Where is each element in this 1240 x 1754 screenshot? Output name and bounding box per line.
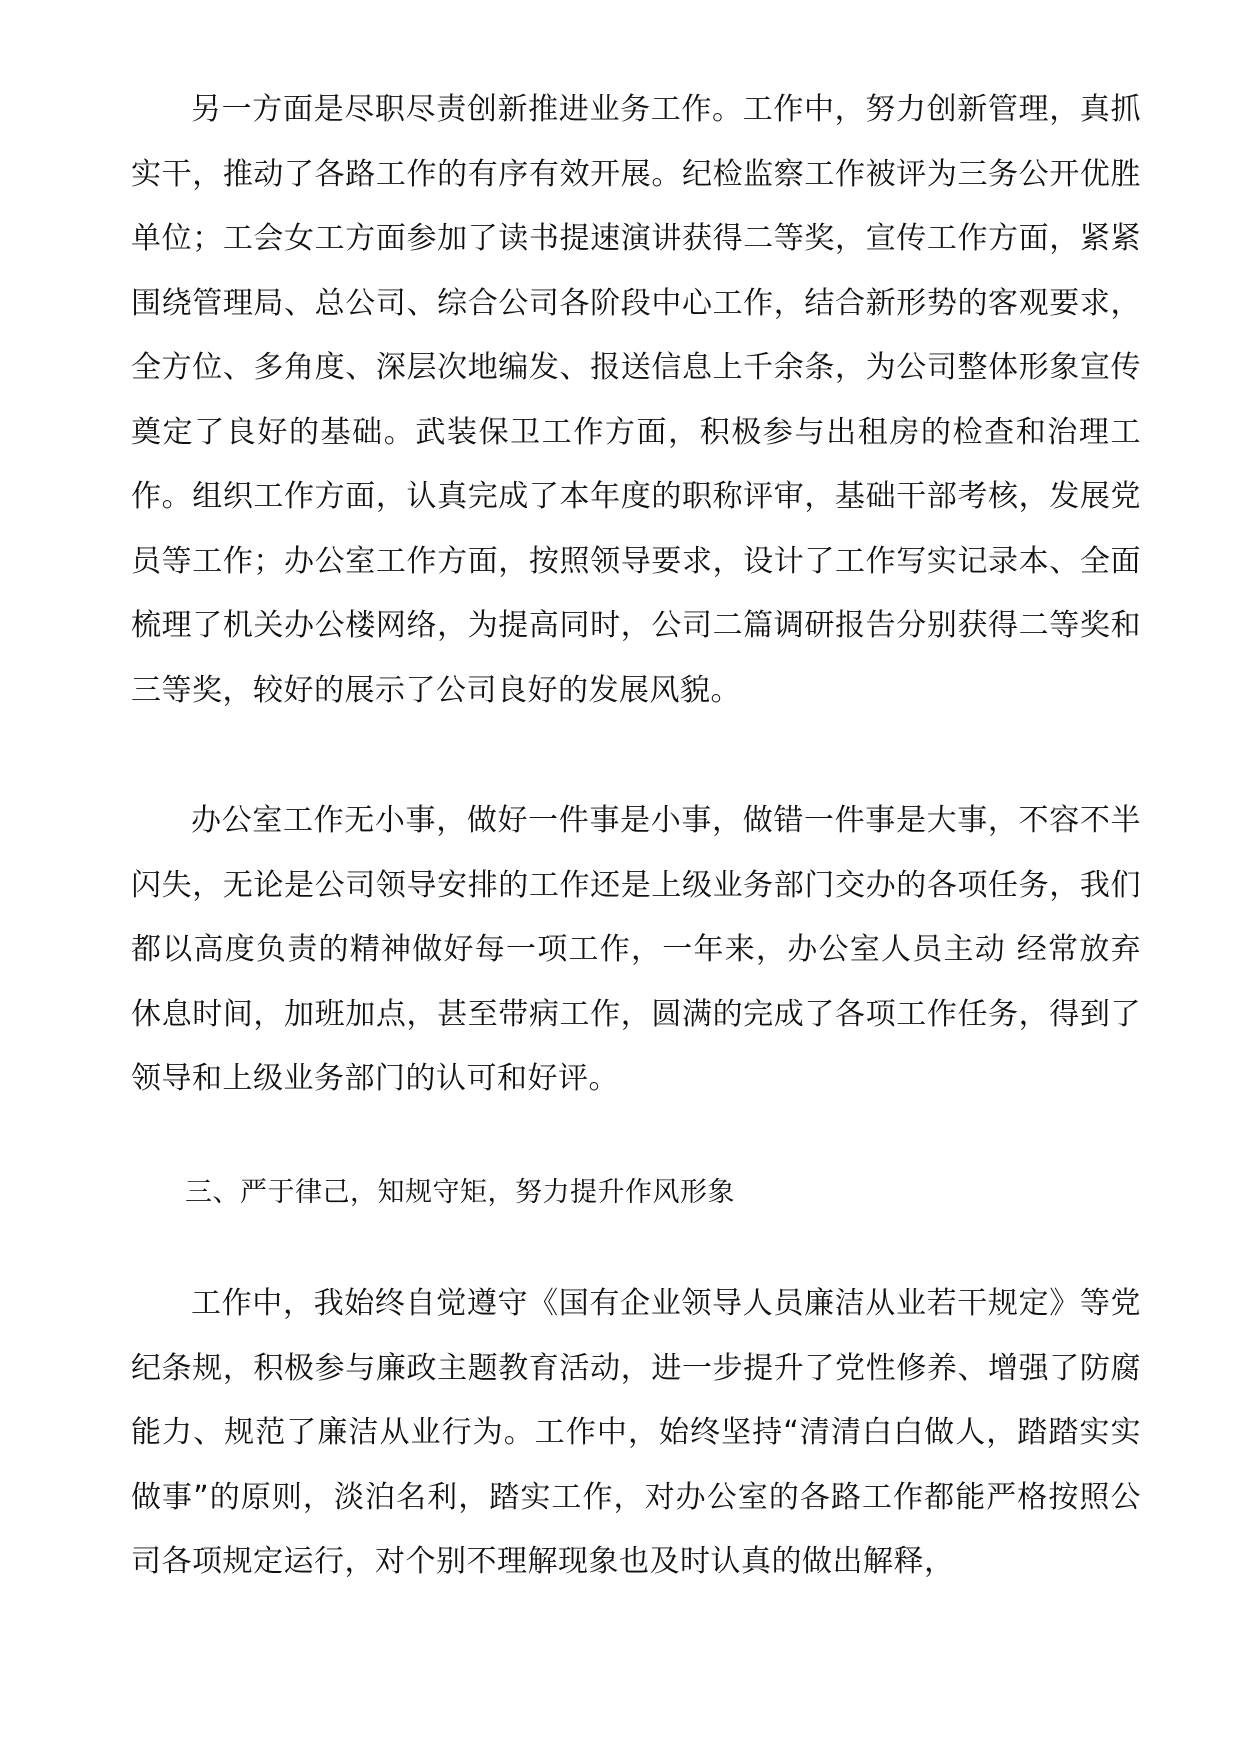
body-paragraph-office-work: 办公室工作无小事，做好一件事是小事，做错一件事是大事，不容不半闪失，无论是公司领导安排的工作还是上级业务部门交办的各项任务，我们都以高度负责的精神做好每一项工作，一年来，办公室人员主动 经常放弃休息时间，加班加点，甚至带病工作，圆满的完成了各项工作任务，得到了领导和上级业务部门的认可和好评。 [131, 803, 1141, 1096]
body-paragraph-self-discipline: 工作中，我始终自觉遵守《国有企业领导人员廉洁从业若干规定》等党纪条规，积极参与廉政主题教育活动，进一步提升了党性修养、增强了防腐能力、规范了廉洁从业行为。工作中，始终坚持“清清白白做人，踏踏实实做事”的原则，淡泊名利，踏实工作，对办公室的各路工作都能严格按照公司各项规定运行，对个别不理解现象也及时认真的做出解释， [131, 1286, 1141, 1579]
body-paragraph-business-work: 另一方面是尽职尽责创新推进业务工作。工作中，努力创新管理，真抓实干，推动了各路工作的有序有效开展。纪检监察工作被评为三务公开优胜单位；工会女工方面参加了读书提速演讲获得二等奖，宣传工作方面，紧紧围绕管理局、总公司、综合公司各阶段中心工作，结合新形势的客观要求，全方位、多角度、深层次地编发、报送信息上千余条，为公司整体形象宣传奠定了良好的基础。武装保卫工作方面，积极参与出租房的检查和治理工作。组织工作方面，认真完成了本年度的职称评审，基础干部考核，发展党员等工作；办公室工作方面，按照领导要求，设计了工作写实记录本、全面梳理了机关办公楼网络，为提高同时，公司二篇调研报告分别获得二等奖和三等奖，较好的展示了公司良好的发展风貌。 [131, 92, 1141, 708]
section-heading: 三、严于律己，知规守矩，努力提升作风形象 [185, 1177, 735, 1208]
